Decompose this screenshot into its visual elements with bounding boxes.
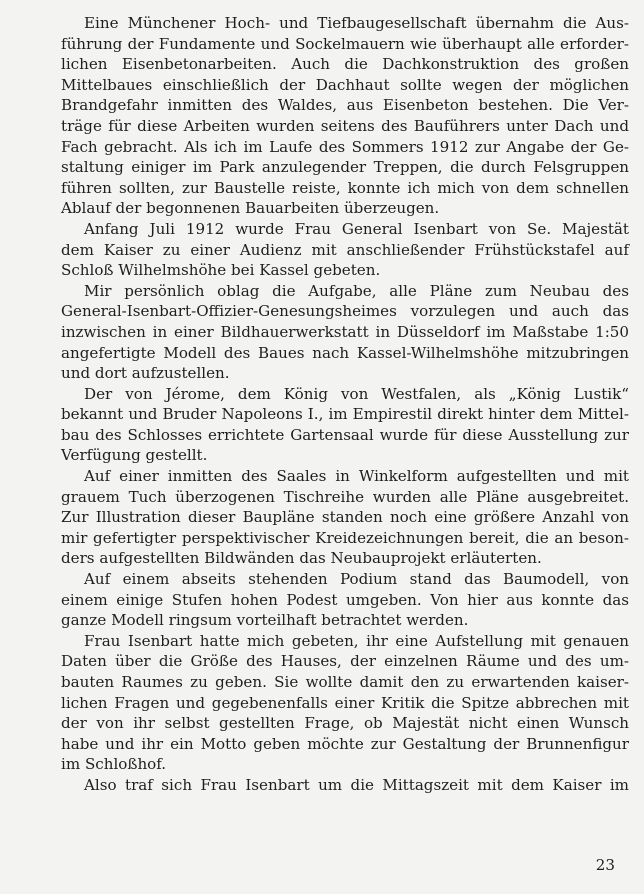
paragraph [61,13,629,219]
text-line: führen sollten, zur Baustelle reiste, konnte ich mich von dem schnellen [61,178,629,197]
text-line: Auf einer inmitten des Saales in Winkelform aufgestellten und mit [84,467,629,486]
text-line: und dort aufzustellen. [61,364,230,383]
text-line: General-Isenbart-Offizier-Genesungsheimes vorzulegen und auch das [61,302,629,321]
text-line: bekannt und Bruder Napoleons I., im Empirestil direkt hinter dem Mittel- [61,405,629,424]
text-line: lichen Eisenbetonarbeiten. Auch die Dachkonstruktion des großen [61,55,629,74]
text-line: Also traf sich Frau Isenbart um die Mittagszeit mit dem Kaiser im [84,775,629,794]
paragraph [61,281,629,384]
paragraph [61,219,629,281]
text-line: habe und ihr ein Motto geben möchte zur Gestaltung der Brunnenfigur [61,734,629,753]
text-line: angefertigte Modell des Baues nach Kassel-Wilhelmshöhe mitzubringen [61,343,629,362]
text-line: Der von Jérome, dem König von Westfalen, als „König Lustik“ [84,384,629,403]
text-line: mir gefertigter perspektivischer Kreidezeichnungen bereit, die an beson- [61,528,629,547]
paragraph [61,569,629,631]
text-line: einem einige Stufen hohen Podest umgeben. Von hier aus konnte das [61,590,629,609]
text-line: bauten Raumes zu geben. Sie wollte damit den zu erwartenden kaiser- [61,673,629,691]
text-line: Zur Illustration dieser Baupläne standen noch eine größere Anzahl von [61,508,629,527]
text-line: Eine Münchener Hoch- und Tiefbaugesellschaft übernahm die Aus- [84,14,629,32]
text-line: Verfügung gestellt. [61,446,208,465]
text-line: Frau Isenbart hatte mich gebeten, ihr eine Aufstellung mit genauen [84,631,629,650]
text-line: führung der Fundamente und Sockelmauern wie überhaupt alle erforder- [61,34,629,53]
text-line: staltung einiger im Park anzulegender Treppen, die durch Felsgruppen [61,158,629,177]
body-text [61,13,629,796]
text-line: Mittelbaues einschließlich der Dachhaut sollte wegen der möglichen [61,75,629,94]
text-line: dem Kaiser zu einer Audienz mit anschließender Frühstückstafel auf [61,240,629,259]
text-line: inzwischen in einer Bildhauerwerkstatt in Düsseldorf im Maßstabe 1:50 [61,322,629,341]
paragraph [61,466,629,569]
text-line: bau des Schlosses errichtete Gartensaal wurde für diese Ausstellung zur [61,425,629,444]
text-line: ders aufgestellten Bildwänden das Neubauprojekt erläuterten. [61,549,542,568]
text-line: Schloß Wilhelmshöhe bei Kassel gebeten. [61,261,381,280]
text-line: Ablauf der begonnenen Bauarbeiten überzeugen. [61,199,440,218]
paragraph [61,775,629,796]
text-line: grauem Tuch überzogenen Tischreihe wurden alle Pläne ausgebreitet. [61,487,629,506]
text-line: Fach gebracht. Als ich im Laufe des Sommers 1912 zur Angabe der Ge- [61,137,629,156]
text-line: Daten über die Größe des Hauses, der einzelnen Räume und des um- [61,652,629,671]
text-line: Mir persönlich oblag die Aufgabe, alle Pläne zum Neubau des [84,281,629,300]
text-line: ganze Modell ringsum vorteilhaft betrachtet werden. [61,611,469,630]
text-line: der von ihr selbst gestellten Frage, ob Majestät nicht einen Wunsch [61,714,629,733]
text-line: im Schloßhof. [61,755,167,774]
page-number: 23 [595,856,615,874]
text-line: lichen Fragen und gegebenenfalls einer Kritik die Spitze abbrechen mit [61,693,629,712]
text-line: Auf einem abseits stehenden Podium stand das Baumodell, von [84,570,629,589]
paragraph [61,384,629,466]
paragraph [61,631,629,775]
text-line: Anfang Juli 1912 wurde Frau General Isenbart von Se. Majestät [84,219,629,238]
text-line: Brandgefahr inmitten des Waldes, aus Eisenbeton bestehen. Die Ver- [61,96,629,115]
text-line: träge für diese Arbeiten wurden seitens des Bauführers unter Dach und [61,116,629,135]
